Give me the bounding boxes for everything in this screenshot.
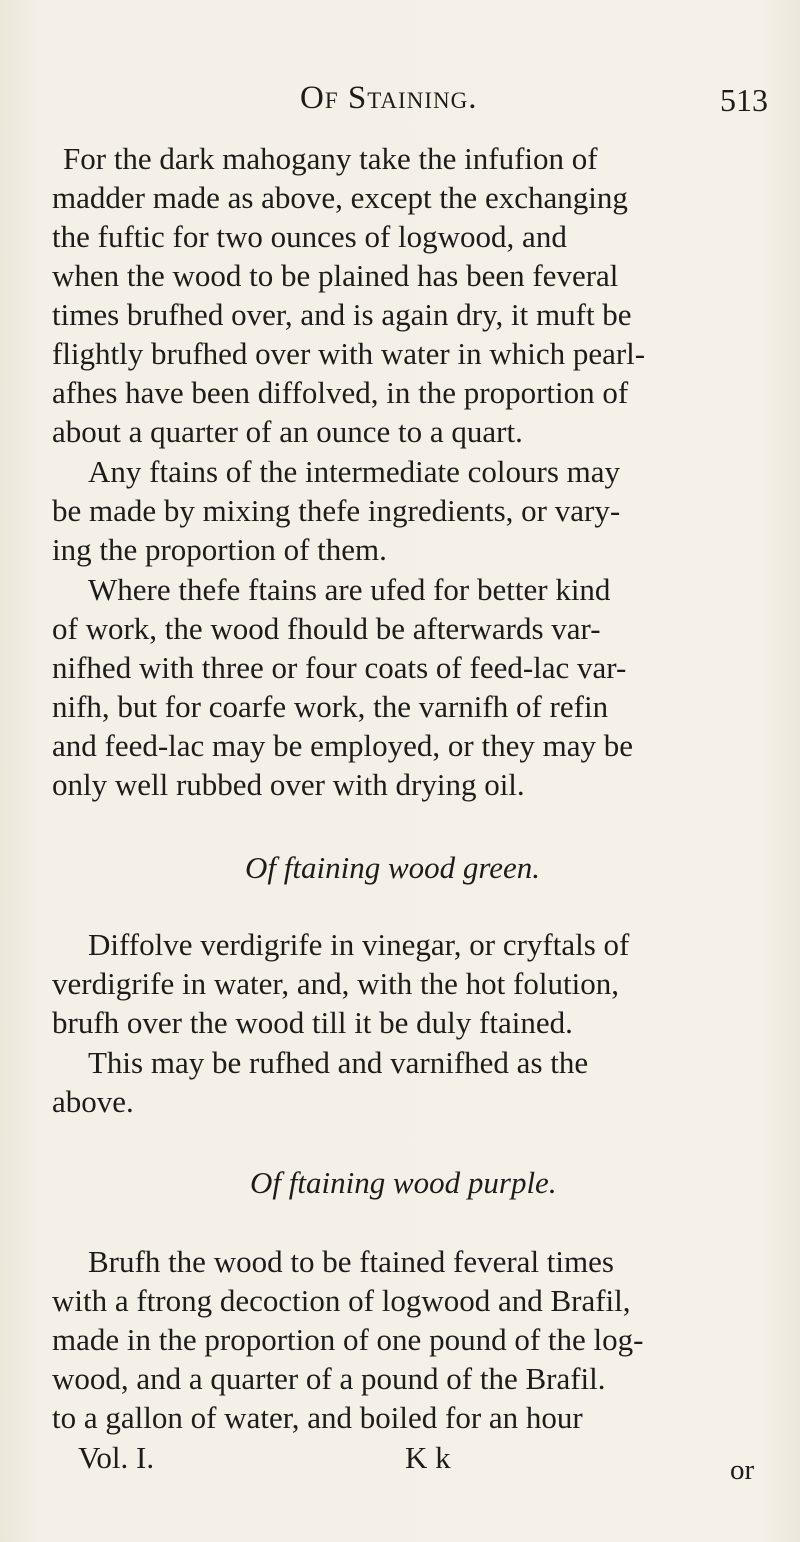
text-line: be made by mixing thefe ingredients, or vary- (52, 493, 621, 528)
running-head: Of Staining. (300, 80, 478, 116)
text-line: madder made as above, except the exchanging (52, 180, 628, 215)
text-line: brufh over the wood till it be duly ftained. (52, 1005, 573, 1040)
text-line: the fuftic for two ounces of logwood, and (52, 219, 567, 254)
text-line: only well rubbed over with drying oil. (52, 767, 525, 802)
text-line: of work, the wood fhould be afterwards var- (52, 611, 601, 646)
text-line: to a gallon of water, and boiled for an hour (52, 1400, 583, 1435)
text-line: verdigrife in water, and, with the hot folution, (52, 966, 619, 1001)
page-number: 513 (720, 82, 768, 118)
text-line: Any ftains of the intermediate colours may (88, 454, 621, 489)
text-line: Where thefe ftains are ufed for better kind (88, 572, 611, 607)
volume-label: Vol. I. (78, 1440, 155, 1475)
text-line: nifhed with three or four coats of feed-lac var- (52, 650, 627, 685)
text-line: about a quarter of an ounce to a quart. (52, 414, 523, 449)
text-line: above. (52, 1084, 134, 1119)
text-line: Brufh the wood to be ftained feveral times (88, 1244, 614, 1279)
text-line: afhes have been diffolved, in the proportion of (52, 375, 629, 410)
text-line: times brufhed over, and is again dry, it muft be (52, 297, 632, 332)
text-line: For the dark mahogany take the infufion of (63, 141, 598, 176)
text-line: flightly brufhed over with water in which pearl- (52, 336, 646, 371)
text-line: ing the proportion of them. (52, 532, 387, 567)
text-line: nifh, but for coarfe work, the varnifh of refin (52, 689, 609, 724)
text-line: when the wood to be plained has been feveral (52, 258, 619, 293)
text-line: made in the proportion of one pound of the log- (52, 1322, 644, 1357)
text-line: wood, and a quarter of a pound of the Brafil. (52, 1361, 606, 1396)
section-heading-green: Of ftaining wood green. (245, 850, 541, 885)
page-footer (0, 1440, 800, 1485)
catchword: or (730, 1454, 755, 1486)
page-header (0, 80, 800, 130)
text-line: with a ftrong decoction of logwood and Brafil, (52, 1283, 631, 1318)
text-line: Diffolve verdigrife in vinegar, or cryftals of (88, 927, 630, 962)
section-heading-purple: Of ftaining wood purple. (250, 1165, 557, 1200)
signature-mark: K k (405, 1440, 451, 1475)
text-line: This may be rufhed and varnifhed as the (88, 1045, 589, 1080)
text-line: and feed-lac may be employed, or they may be (52, 728, 634, 763)
